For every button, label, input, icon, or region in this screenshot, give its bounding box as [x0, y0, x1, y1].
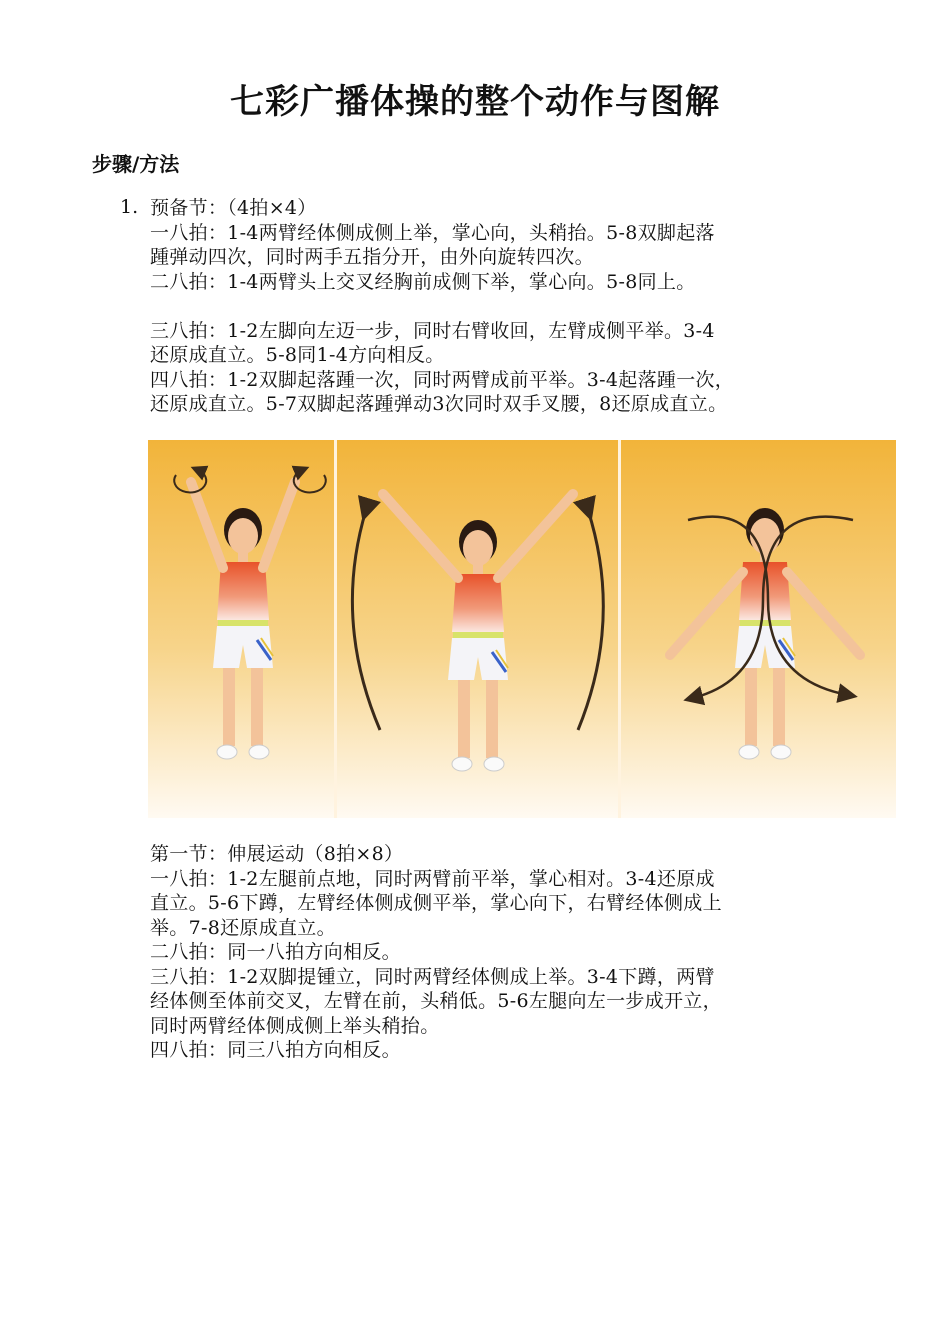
- prep-line: 三八拍：1-2左脚向左迈一步，同时右臂收回，左臂成侧平举。3-4: [150, 319, 715, 342]
- section1-line: 同时两臂经体侧成侧上举头稍抬。: [150, 1014, 440, 1037]
- section1-line: 四八拍：同三八拍方向相反。: [150, 1039, 401, 1061]
- section-heading: 步骤/方法: [92, 152, 180, 176]
- section1-line: 一八拍：1-2左腿前点地，同时两臂前平举，掌心相对。3-4还原成: [150, 867, 715, 890]
- prep-section: [150, 196, 870, 417]
- prep-line: 踵弹动四次，同时两手五指分开，由外向旋转四次。: [150, 246, 594, 268]
- section1-heading: 第一节：伸展运动（8拍×8）: [150, 843, 404, 865]
- panel-divider: [618, 440, 621, 818]
- page-title: 七彩广播体操的整个动作与图解: [230, 82, 720, 122]
- exercise-illustration: [148, 440, 896, 818]
- blank-line: [150, 294, 870, 319]
- prep-heading: 预备节：（4拍×4）: [150, 197, 317, 219]
- prep-line: 二八拍：1-4两臂头上交叉经胸前成侧下举，掌心向。5-8同上。: [150, 270, 696, 293]
- section1-line: 经体侧至体前交叉，左臂在前，头稍低。5-6左腿向左一步成开立，: [150, 990, 722, 1012]
- prep-line: 还原成直立。5-8同1-4方向相反。: [150, 344, 445, 366]
- section1-line: 三八拍：1-2双脚提锺立，同时两臂经体侧成上举。3-4下蹲，两臂: [150, 965, 715, 988]
- exercise-photo-strip: [148, 440, 896, 818]
- section1-line: 二八拍：同一八拍方向相反。: [150, 941, 401, 963]
- prep-line: 一八拍：1-4两臂经体侧成侧上举，掌心向，头稍抬。5-8双脚起落: [150, 221, 715, 244]
- panel-divider: [334, 440, 337, 818]
- step-number: 1.: [120, 196, 139, 218]
- section1-line: 举。7-8还原成直立。: [150, 916, 336, 939]
- section1-line: 直立。5-6下蹲，左臂经体侧成侧平举，掌心向下，右臂经体侧成上: [150, 892, 722, 914]
- section1: [150, 842, 870, 1063]
- prep-line: 还原成直立。5-7双脚起落踵弹动3次同时双手叉腰，8还原成直立。: [150, 393, 728, 415]
- prep-line: 四八拍：1-2双脚起落踵一次，同时两臂成前平举。3-4起落踵一次，: [150, 368, 735, 391]
